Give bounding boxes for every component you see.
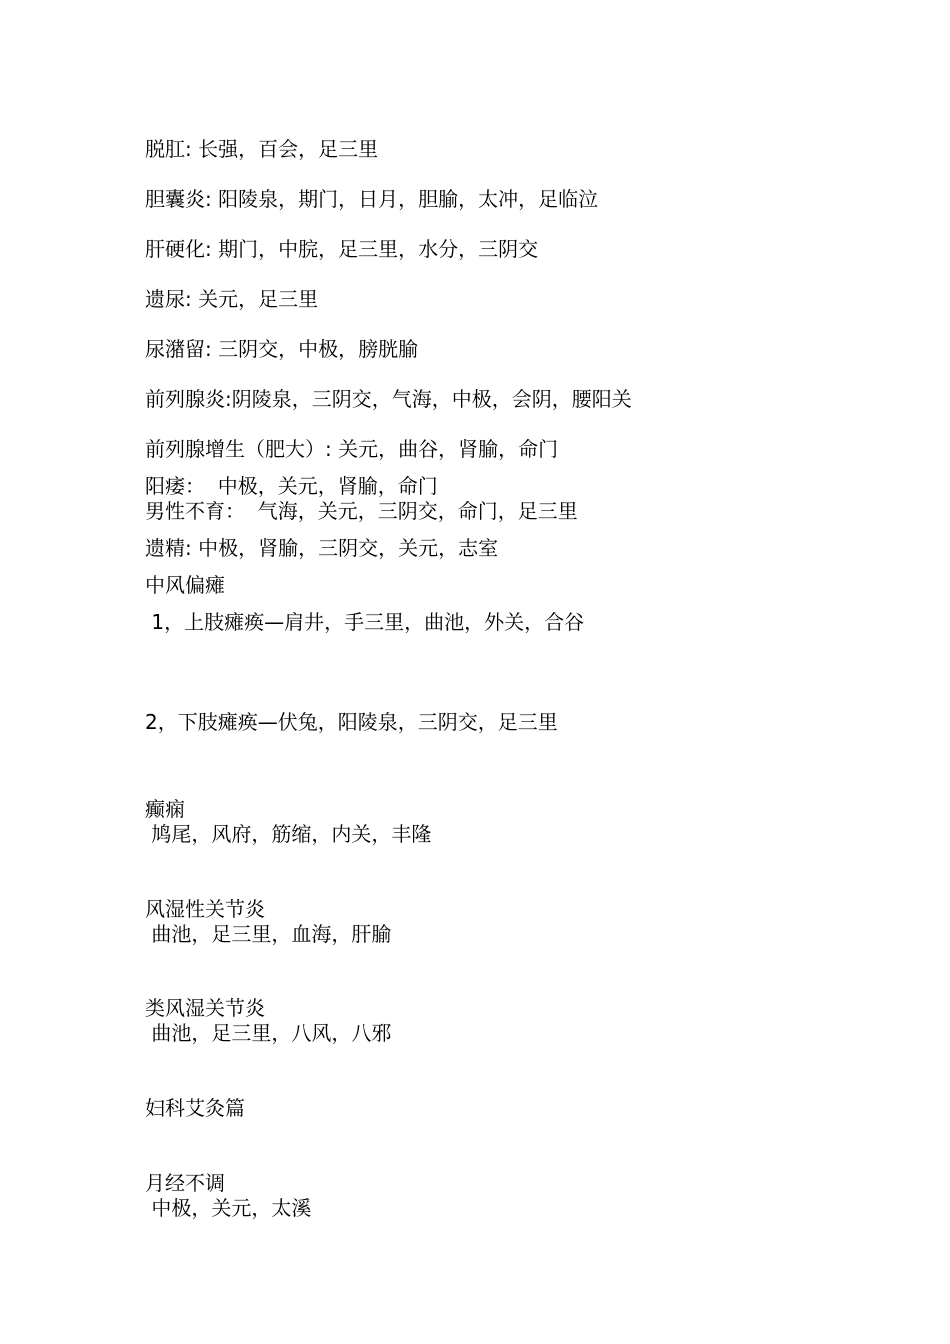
text-line-tuogang: 脱肛: 长强，百会，足三里 <box>145 137 379 161</box>
text-line-yijing: 遗精: 中极，肾腧，三阴交，关元，志室 <box>145 536 499 560</box>
heading-yuejingbutiao: 月经不调 <box>145 1171 225 1195</box>
text-line-dannangyan: 胆囊炎: 阳陵泉，期门，日月，胆腧，太冲，足临泣 <box>145 187 599 211</box>
heading-dianxian: 癫痫 <box>145 797 185 821</box>
text-line-qianliexianzengsheng: 前列腺增生（肥大）: 关元，曲谷，肾腧，命门 <box>145 437 559 461</box>
text-line-shangzhi: 1，上肢瘫痪—肩井，手三里，曲池，外关，合谷 <box>145 610 585 634</box>
text-line-fengshixing-points: 曲池，足三里，血海，肝腧 <box>145 922 392 946</box>
text-line-dianxian-points: 鸠尾，风府，筋缩，内关，丰隆 <box>145 822 432 846</box>
heading-leifengshi: 类风湿关节炎 <box>145 996 265 1020</box>
heading-fengshixing: 风湿性关节炎 <box>145 897 265 921</box>
text-line-yangwei: 阳痿： 中极，关元，肾腧，命门 <box>145 474 438 498</box>
text-line-niaozhuliu: 尿潴留: 三阴交，中极，膀胱腧 <box>145 337 419 361</box>
text-line-ganyinghua: 肝硬化: 期门，中脘，足三里，水分，三阴交 <box>145 237 539 261</box>
text-line-nanxingbuyu: 男性不育： 气海，关元，三阴交，命门，足三里 <box>145 499 578 523</box>
text-line-yuejingbutiao-points: 中极，关元，太溪 <box>145 1196 312 1220</box>
heading-fuke-aijiu: 妇科艾灸篇 <box>145 1096 245 1120</box>
text-line-yiniao: 遗尿: 关元，足三里 <box>145 287 319 311</box>
text-line-qianliexianyan: 前列腺炎:阴陵泉，三阴交，气海，中极，会阴，腰阳关 <box>145 387 632 411</box>
heading-zhongfengpiantan: 中风偏瘫 <box>145 573 225 597</box>
text-line-xiazhi: 2，下肢瘫痪—伏兔，阳陵泉，三阴交，足三里 <box>145 710 558 734</box>
text-line-leifengshi-points: 曲池，足三里，八风，八邪 <box>145 1021 392 1045</box>
